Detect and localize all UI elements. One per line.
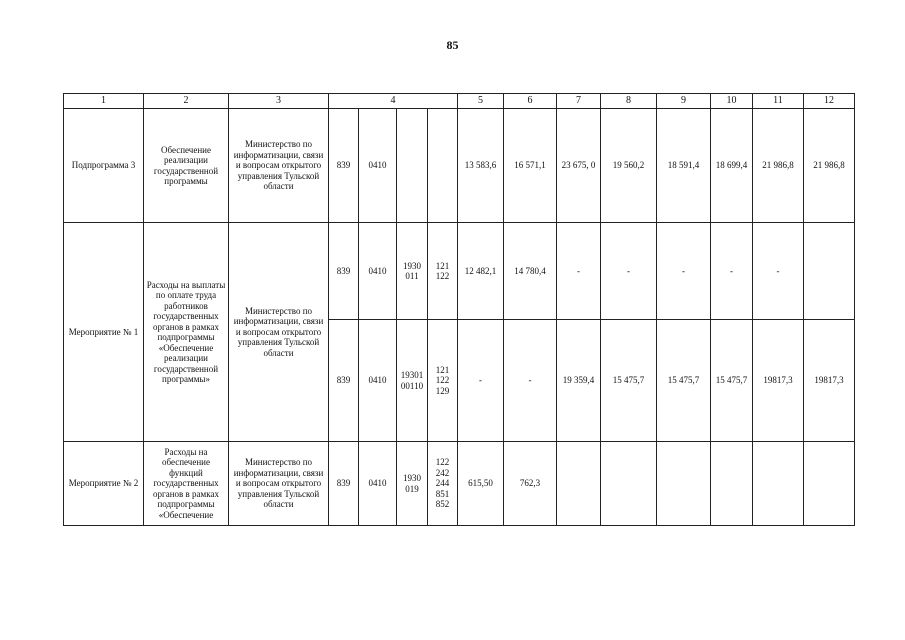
measure2-executor: Министерство по информатизации, связи и вопросам открытого управления Тульской области — [229, 442, 329, 526]
amount-cell: - — [657, 223, 711, 320]
measure1-name: Мероприятие № 1 — [64, 223, 144, 442]
subprogram-description: Обеспечение реализации государственной программы — [144, 109, 229, 223]
expense-type-code: 122 242 244 851 852 — [428, 442, 458, 526]
amount-cell: - — [601, 223, 657, 320]
header-cell: 6 — [504, 94, 557, 109]
grbs-code: 839 — [329, 320, 359, 442]
header-cell: 9 — [657, 94, 711, 109]
amount-cell: 18 591,4 — [657, 109, 711, 223]
measure2-name: Мероприятие № 2 — [64, 442, 144, 526]
amount-cell — [753, 442, 804, 526]
section-code: 0410 — [359, 223, 397, 320]
amount-cell: - — [753, 223, 804, 320]
grbs-code: 839 — [329, 442, 359, 526]
target-code: 1930 011 — [397, 223, 428, 320]
amount-cell: - — [504, 320, 557, 442]
amount-cell: 21 986,8 — [753, 109, 804, 223]
header-cell: 4 — [329, 94, 458, 109]
budget-table — [63, 93, 855, 526]
measure1-description: Расходы на выплаты по оплате труда работников государственных органов в рамках подпрограммы «Обеспечение реализации государственной программы» — [144, 223, 229, 442]
amount-cell: 13 583,6 — [458, 109, 504, 223]
header-cell: 1 — [64, 94, 144, 109]
target-code: 1930 019 — [397, 442, 428, 526]
amount-cell: 21 986,8 — [804, 109, 855, 223]
amount-cell — [804, 442, 855, 526]
amount-cell: 19 359,4 — [557, 320, 601, 442]
expense-type-code — [428, 109, 458, 223]
page-number: 85 — [446, 38, 459, 52]
amount-cell: 19 560,2 — [601, 109, 657, 223]
table-row — [64, 109, 855, 223]
amount-cell: - — [711, 223, 753, 320]
header-cell: 11 — [753, 94, 804, 109]
subprogram-executor: Министерство по информатизации, связи и вопросам открытого управления Тульской области — [229, 109, 329, 223]
amount-cell: 14 780,4 — [504, 223, 557, 320]
target-code: 19301 00110 — [397, 320, 428, 442]
subprogram-name: Подпрограмма 3 — [64, 109, 144, 223]
header-row — [64, 94, 855, 109]
table-row — [64, 442, 855, 526]
section-code: 0410 — [359, 320, 397, 442]
section-code: 0410 — [359, 442, 397, 526]
header-cell: 3 — [229, 94, 329, 109]
amount-cell: 23 675, 0 — [557, 109, 601, 223]
amount-cell: - — [458, 320, 504, 442]
amount-cell: 19817,3 — [753, 320, 804, 442]
table-row — [64, 223, 855, 320]
amount-cell — [557, 442, 601, 526]
header-cell: 8 — [601, 94, 657, 109]
header-cell: 2 — [144, 94, 229, 109]
amount-cell: 15 475,7 — [711, 320, 753, 442]
amount-cell: 19817,3 — [804, 320, 855, 442]
amount-cell — [804, 223, 855, 320]
header-cell: 10 — [711, 94, 753, 109]
header-cell: 12 — [804, 94, 855, 109]
amount-cell: 15 475,7 — [601, 320, 657, 442]
amount-cell — [601, 442, 657, 526]
amount-cell: 18 699,4 — [711, 109, 753, 223]
amount-cell: 12 482,1 — [458, 223, 504, 320]
grbs-code: 839 — [329, 109, 359, 223]
amount-cell: 16 571,1 — [504, 109, 557, 223]
expense-type-code: 121 122 — [428, 223, 458, 320]
amount-cell: - — [557, 223, 601, 320]
grbs-code: 839 — [329, 223, 359, 320]
amount-cell — [657, 442, 711, 526]
expense-type-code: 121 122 129 — [428, 320, 458, 442]
measure2-description: Расходы на обеспечение функций государственных органов в рамках подпрограммы «Обеспечение — [144, 442, 229, 526]
amount-cell — [711, 442, 753, 526]
amount-cell: 762,3 — [504, 442, 557, 526]
header-cell: 5 — [458, 94, 504, 109]
amount-cell: 615,50 — [458, 442, 504, 526]
measure1-executor: Министерство по информатизации, связи и вопросам открытого управления Тульской области — [229, 223, 329, 442]
amount-cell: 15 475,7 — [657, 320, 711, 442]
target-code — [397, 109, 428, 223]
section-code: 0410 — [359, 109, 397, 223]
header-cell: 7 — [557, 94, 601, 109]
